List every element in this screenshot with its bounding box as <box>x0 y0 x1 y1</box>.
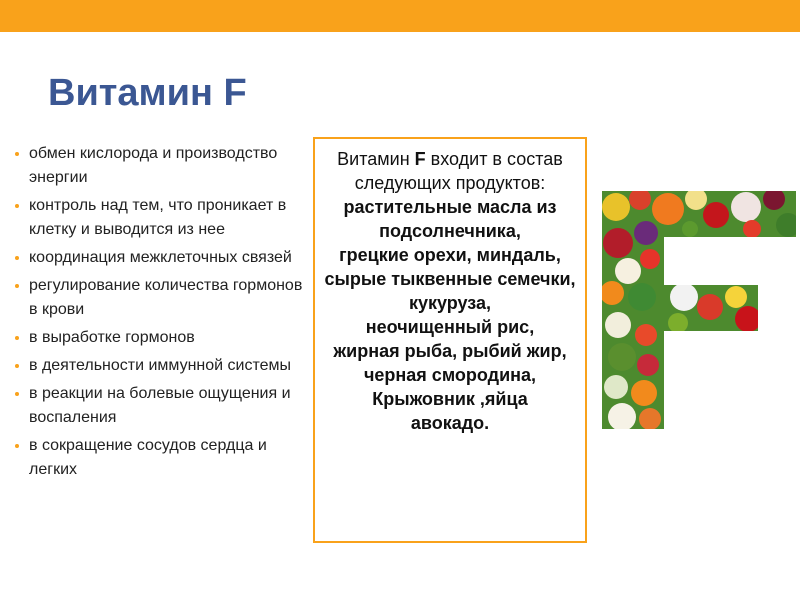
product-line: грецкие орехи, миндаль, <box>339 245 561 265</box>
bullet-item <box>14 274 304 322</box>
bullet-text: в деятельности иммунной системы <box>29 357 292 374</box>
bullet-dot-icon <box>15 204 19 208</box>
bullet-item <box>14 194 304 242</box>
vegetable-letter-f-image <box>598 185 800 435</box>
top-accent-bar <box>0 0 800 32</box>
bullet-text: координация межклеточных связей <box>29 249 292 266</box>
function-bullet-list <box>14 142 304 486</box>
product-line: сырые тыквенные семечки, кукуруза, <box>324 269 576 313</box>
bullet-text: обмен кислорода и производство энергии <box>29 145 278 186</box>
bullet-text: в сокращение сосудов сердца и легких <box>29 437 267 478</box>
product-line: жирная рыба, рыбий жир, <box>333 341 567 361</box>
products-list <box>315 195 585 435</box>
bullet-text: в реакции на болевые ощущения и воспаления <box>29 385 291 426</box>
bullet-item <box>14 382 304 430</box>
bullet-item <box>14 434 304 482</box>
bullet-text: регулирование количества гормонов в крови <box>29 277 303 318</box>
bullet-item <box>14 246 304 270</box>
intro-suffix: входит в состав следующих продуктов: <box>354 149 563 193</box>
product-line: растительные масла из подсолнечника, <box>343 197 557 241</box>
bullet-text: контроль над тем, что проникает в клетку и выводится из нее <box>29 197 287 238</box>
slide-title: Витамин F <box>48 72 247 114</box>
bullet-item <box>14 326 304 350</box>
intro-prefix: Витамин <box>337 149 415 169</box>
bullet-dot-icon <box>15 152 19 156</box>
bullet-dot-icon <box>15 284 19 288</box>
bullet-item <box>14 142 304 190</box>
bullet-item <box>14 354 304 378</box>
product-line: Крыжовник ,яйца <box>372 389 528 409</box>
products-intro <box>315 147 585 195</box>
product-line: черная смородина, <box>363 365 537 385</box>
product-line: неочищенный рис, <box>365 317 535 337</box>
intro-vitamin-letter: F <box>414 149 426 169</box>
bullet-text: в выработке гормонов <box>29 329 195 346</box>
products-info-box <box>313 137 587 543</box>
bullet-dot-icon <box>15 392 19 396</box>
bullet-dot-icon <box>15 444 19 448</box>
bullet-dot-icon <box>15 364 19 368</box>
bullet-dot-icon <box>15 256 19 260</box>
bullet-dot-icon <box>15 336 19 340</box>
product-line: авокадо. <box>410 413 490 433</box>
